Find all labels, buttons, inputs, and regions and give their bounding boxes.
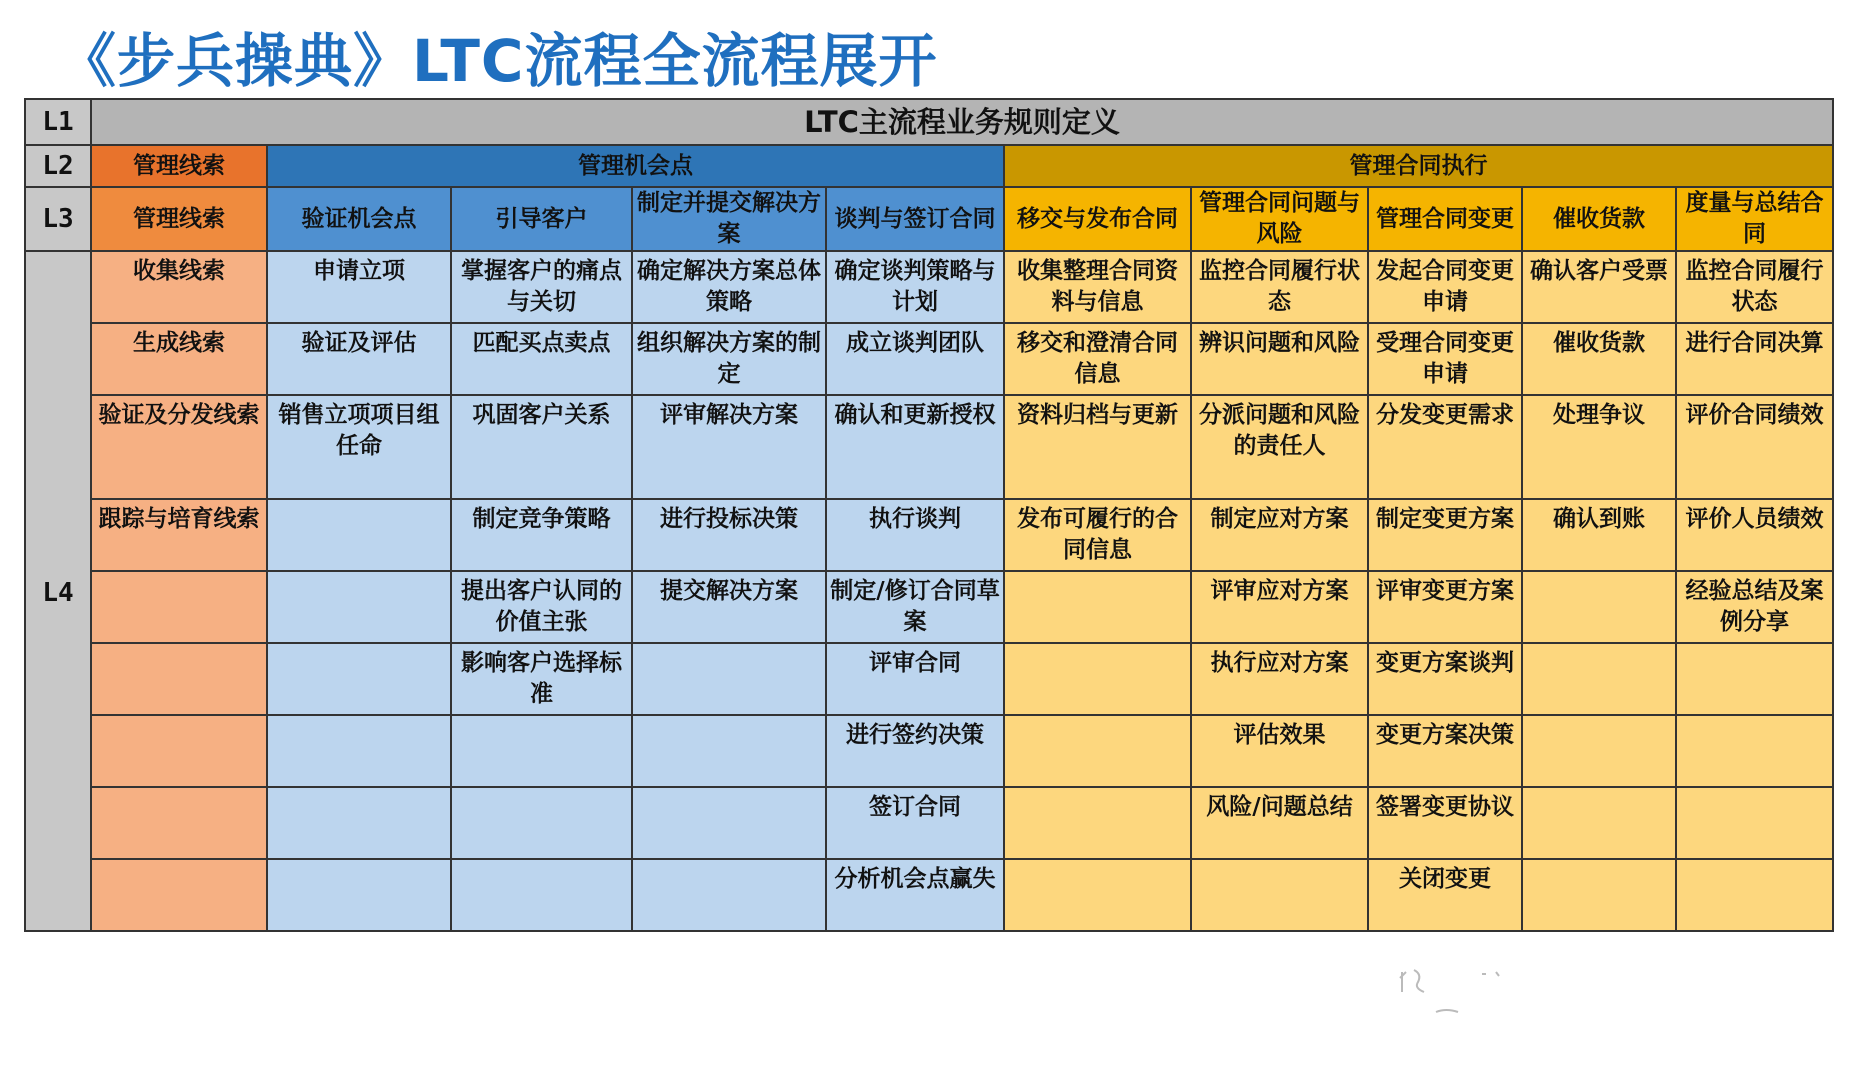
l4-cell: 巩固客户关系 — [451, 395, 632, 499]
l4-cell — [1676, 787, 1833, 859]
l4-cell — [91, 787, 267, 859]
l4-row — [25, 251, 1833, 323]
l4-cell — [451, 787, 632, 859]
l4-cell: 进行签约决策 — [826, 715, 1004, 787]
l4-cell: 影响客户选择标准 — [451, 643, 632, 715]
l4-cell: 确定解决方案总体策略 — [632, 251, 826, 323]
row-l2 — [25, 145, 1833, 187]
l4-cell: 确认到账 — [1522, 499, 1676, 571]
l4-cell: 签订合同 — [826, 787, 1004, 859]
l4-cell: 确认和更新授权 — [826, 395, 1004, 499]
l4-cell: 评价人员绩效 — [1676, 499, 1833, 571]
ltc-process-table — [24, 98, 1834, 932]
l3-header-cell: 谈判与签订合同 — [826, 187, 1004, 251]
level-label-l3: L3 — [25, 187, 91, 251]
l4-cell — [632, 859, 826, 931]
l4-cell: 辨识问题和风险 — [1191, 323, 1368, 395]
l4-cell — [1522, 787, 1676, 859]
l4-cell: 评审变更方案 — [1368, 571, 1522, 643]
l4-cell: 验证及分发线索 — [91, 395, 267, 499]
l4-cell: 评审合同 — [826, 643, 1004, 715]
l3-header-cell: 引导客户 — [451, 187, 632, 251]
l4-cell: 跟踪与培育线索 — [91, 499, 267, 571]
l3-header-cell: 制定并提交解决方案 — [632, 187, 826, 251]
l4-cell — [91, 715, 267, 787]
l4-cell — [1191, 859, 1368, 931]
level-label-l4: L4 — [25, 251, 91, 931]
l4-cell — [632, 787, 826, 859]
l4-cell — [267, 787, 451, 859]
l4-cell: 评审解决方案 — [632, 395, 826, 499]
l4-cell: 执行应对方案 — [1191, 643, 1368, 715]
l4-cell: 发布可履行的合同信息 — [1004, 499, 1191, 571]
l4-row — [25, 859, 1833, 931]
l4-row — [25, 323, 1833, 395]
l4-cell — [1004, 787, 1191, 859]
l4-cell: 风险/问题总结 — [1191, 787, 1368, 859]
l4-cell: 经验总结及案例分享 — [1676, 571, 1833, 643]
l4-cell: 销售立项项目组任命 — [267, 395, 451, 499]
l4-cell: 制定变更方案 — [1368, 499, 1522, 571]
level-label-l1: L1 — [25, 99, 91, 145]
l4-cell: 进行投标决策 — [632, 499, 826, 571]
l4-cell: 制定/修订合同草案 — [826, 571, 1004, 643]
l4-cell: 收集整理合同资料与信息 — [1004, 251, 1191, 323]
l4-cell: 发起合同变更申请 — [1368, 251, 1522, 323]
l4-cell: 资料归档与更新 — [1004, 395, 1191, 499]
l4-row — [25, 787, 1833, 859]
l2-manage-leads: 管理线索 — [91, 145, 267, 187]
l4-cell — [1522, 859, 1676, 931]
l4-cell: 监控合同履行状态 — [1191, 251, 1368, 323]
l4-cell: 评价合同绩效 — [1676, 395, 1833, 499]
row-l3 — [25, 187, 1833, 251]
l3-header-cell: 催收货款 — [1522, 187, 1676, 251]
l4-cell — [1676, 859, 1833, 931]
l4-cell — [632, 715, 826, 787]
l2-manage-contract: 管理合同执行 — [1004, 145, 1833, 187]
l2-manage-opportunity: 管理机会点 — [267, 145, 1004, 187]
l4-cell — [1676, 715, 1833, 787]
l4-cell: 掌握客户的痛点与关切 — [451, 251, 632, 323]
l3-header-cell: 管理线索 — [91, 187, 267, 251]
l3-header-cell: 验证机会点 — [267, 187, 451, 251]
l4-cell — [267, 715, 451, 787]
l4-cell — [451, 859, 632, 931]
l4-cell — [1004, 859, 1191, 931]
l4-cell: 分派问题和风险的责任人 — [1191, 395, 1368, 499]
l4-cell: 确定谈判策略与计划 — [826, 251, 1004, 323]
l4-cell: 监控合同履行状态 — [1676, 251, 1833, 323]
l4-cell: 关闭变更 — [1368, 859, 1522, 931]
l3-header-cell: 度量与总结合同 — [1676, 187, 1833, 251]
l4-cell: 处理争议 — [1522, 395, 1676, 499]
l4-cell: 评估效果 — [1191, 715, 1368, 787]
l4-cell: 评审应对方案 — [1191, 571, 1368, 643]
level-label-l2: L2 — [25, 145, 91, 187]
l4-cell: 提出客户认同的价值主张 — [451, 571, 632, 643]
l4-cell: 签署变更协议 — [1368, 787, 1522, 859]
l4-row — [25, 499, 1833, 571]
l4-cell — [267, 859, 451, 931]
l4-cell — [1522, 643, 1676, 715]
l3-header-cell: 管理合同变更 — [1368, 187, 1522, 251]
l4-cell — [91, 643, 267, 715]
l4-cell: 制定竞争策略 — [451, 499, 632, 571]
l4-cell — [1522, 571, 1676, 643]
l4-cell — [267, 571, 451, 643]
l4-cell: 变更方案谈判 — [1368, 643, 1522, 715]
l4-cell: 成立谈判团队 — [826, 323, 1004, 395]
l3-header-cell: 移交与发布合同 — [1004, 187, 1191, 251]
table-body — [25, 99, 1833, 931]
l4-row — [25, 395, 1833, 499]
l4-row — [25, 571, 1833, 643]
l4-cell: 分析机会点赢失 — [826, 859, 1004, 931]
page-title: 《步兵操典》LTC流程全流程展开 — [58, 27, 938, 95]
l4-cell: 组织解决方案的制定 — [632, 323, 826, 395]
l4-cell: 分发变更需求 — [1368, 395, 1522, 499]
l4-cell: 执行谈判 — [826, 499, 1004, 571]
l4-cell: 制定应对方案 — [1191, 499, 1368, 571]
watermark-mark — [1392, 960, 1532, 1020]
l4-row — [25, 643, 1833, 715]
l4-cell: 匹配买点卖点 — [451, 323, 632, 395]
l4-cell — [1676, 643, 1833, 715]
l4-cell: 收集线索 — [91, 251, 267, 323]
l4-cell: 生成线索 — [91, 323, 267, 395]
l4-cell — [1522, 715, 1676, 787]
l4-cell — [1004, 715, 1191, 787]
l4-cell — [267, 499, 451, 571]
l4-cell: 变更方案决策 — [1368, 715, 1522, 787]
l4-cell — [1004, 643, 1191, 715]
l4-cell: 受理合同变更申请 — [1368, 323, 1522, 395]
l4-cell: 提交解决方案 — [632, 571, 826, 643]
l4-cell — [91, 859, 267, 931]
l4-cell: 催收货款 — [1522, 323, 1676, 395]
l3-header-cell: 管理合同问题与风险 — [1191, 187, 1368, 251]
l4-cell — [267, 643, 451, 715]
l4-cell: 确认客户受票 — [1522, 251, 1676, 323]
l4-row — [25, 715, 1833, 787]
l4-cell: 申请立项 — [267, 251, 451, 323]
l4-cell: 验证及评估 — [267, 323, 451, 395]
l4-cell: 移交和澄清合同信息 — [1004, 323, 1191, 395]
l4-cell — [451, 715, 632, 787]
l4-cell — [91, 571, 267, 643]
l4-cell: 进行合同决算 — [1676, 323, 1833, 395]
l1-title: LTC主流程业务规则定义 — [91, 99, 1833, 145]
l4-cell — [1004, 571, 1191, 643]
l4-cell — [632, 643, 826, 715]
row-l1 — [25, 99, 1833, 145]
